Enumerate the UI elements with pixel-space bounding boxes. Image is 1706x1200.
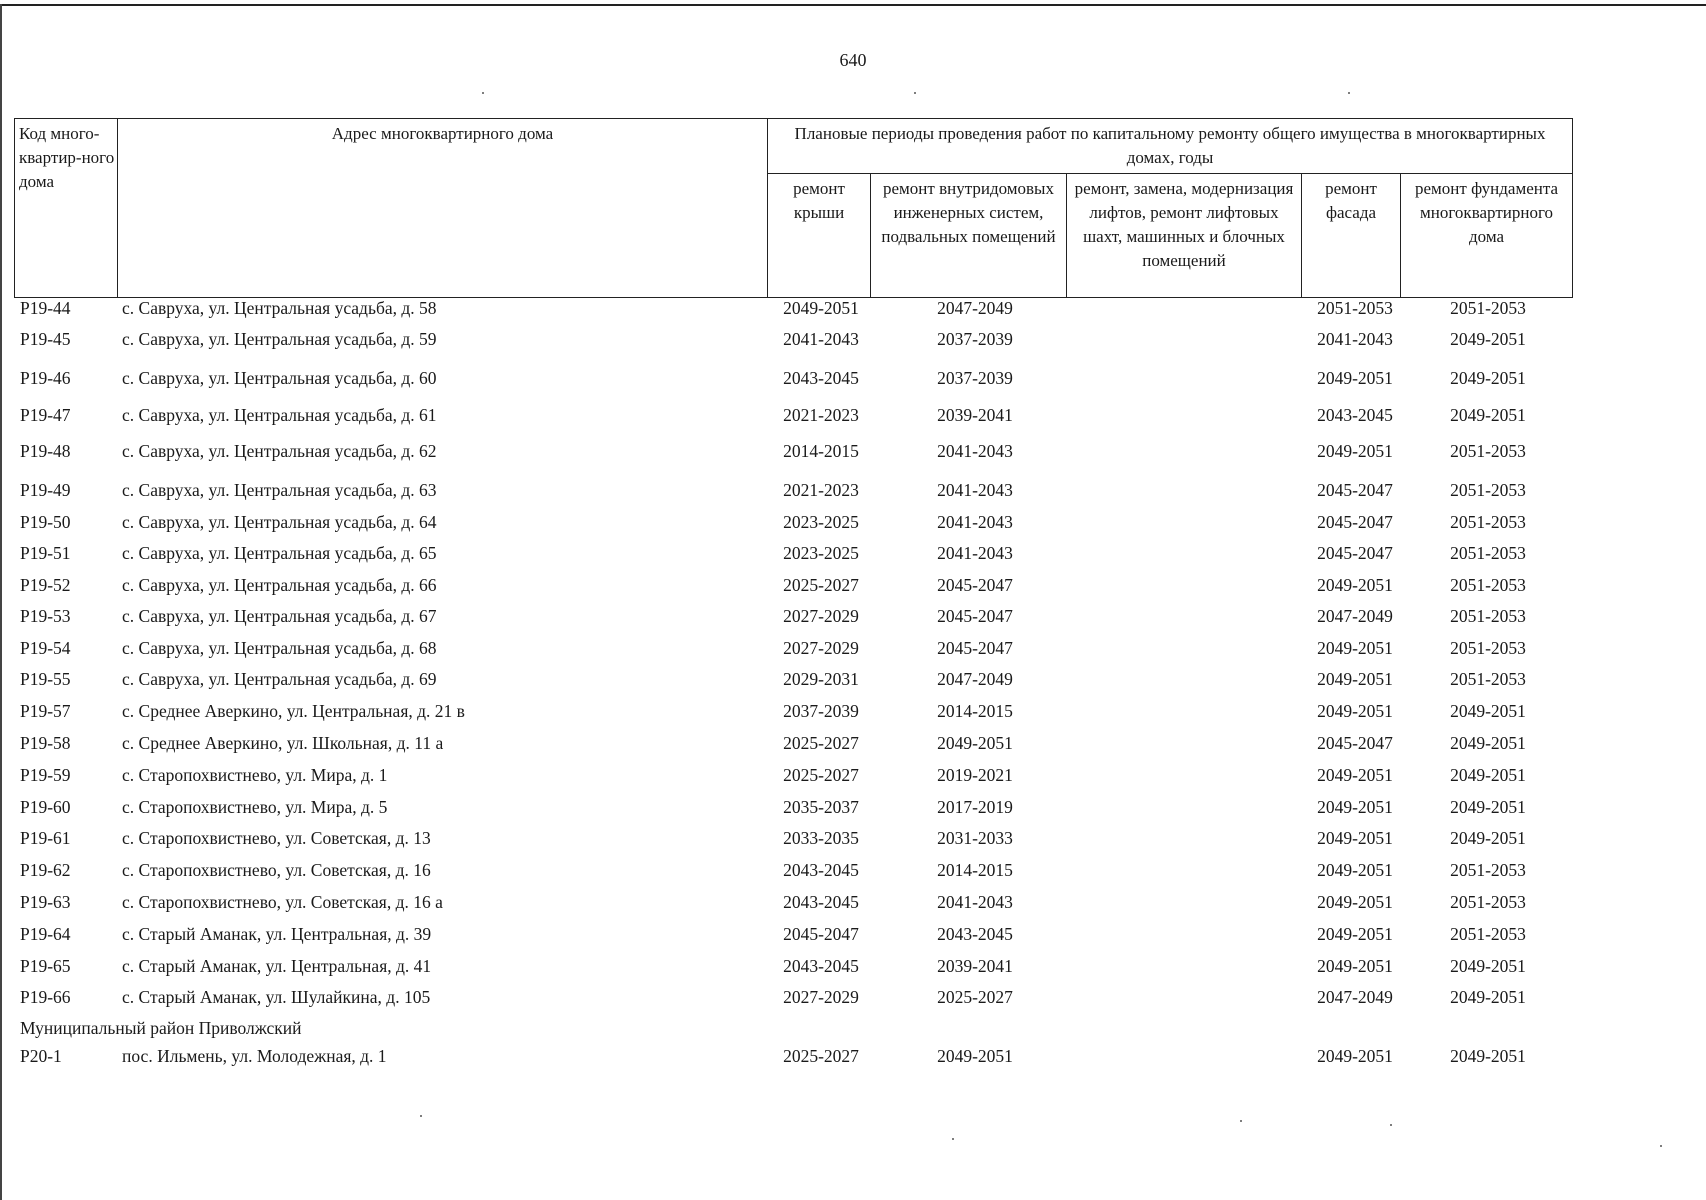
cell-code: Р19-58 xyxy=(20,733,71,753)
cell-roof: 2025-2027 xyxy=(783,733,859,753)
cell-engineering: 2045-2047 xyxy=(937,638,1013,658)
table-row xyxy=(0,826,1706,850)
cell-address: с. Савруха, ул. Центральная усадьба, д. 69 xyxy=(122,669,437,689)
cell-foundation: 2049-2051 xyxy=(1450,797,1526,817)
header-facade: ремонт фасада xyxy=(1302,174,1401,298)
cell-foundation: 2051-2053 xyxy=(1450,543,1526,563)
cell-engineering: 2019-2021 xyxy=(937,765,1013,785)
table-row xyxy=(0,922,1706,946)
cell-address: с. Среднее Аверкино, ул. Школьная, д. 11 а xyxy=(122,733,444,753)
cell-address: с. Савруха, ул. Центральная усадьба, д. 63 xyxy=(122,480,437,500)
cell-code: Р19-55 xyxy=(20,669,71,689)
table-row xyxy=(0,403,1706,427)
cell-facade: 2049-2051 xyxy=(1317,575,1393,595)
cell-facade: 2049-2051 xyxy=(1317,924,1393,944)
district-name: Муниципальный район Приволжский xyxy=(20,1018,302,1038)
cell-code: Р19-62 xyxy=(20,860,71,880)
cell-address: с. Старопохвистнево, ул. Советская, д. 16 xyxy=(122,860,431,880)
cell-address: с. Старопохвистнево, ул. Советская, д. 16 а xyxy=(122,892,443,912)
cell-facade: 2049-2051 xyxy=(1317,441,1393,461)
cell-foundation: 2049-2051 xyxy=(1450,329,1526,349)
cell-engineering: 2045-2047 xyxy=(937,606,1013,626)
cell-roof: 2037-2039 xyxy=(783,701,859,721)
cell-address: с. Савруха, ул. Центральная усадьба, д. 61 xyxy=(122,405,437,425)
scan-speck xyxy=(1348,92,1350,94)
cell-address: с. Савруха, ул. Центральная усадьба, д. 62 xyxy=(122,441,437,461)
cell-code: Р19-53 xyxy=(20,606,71,626)
cell-foundation: 2049-2051 xyxy=(1450,956,1526,976)
cell-code: Р20-1 xyxy=(20,1046,62,1066)
header-foundation: ремонт фундамента многоквартирного дома xyxy=(1401,174,1573,298)
cell-foundation: 2051-2053 xyxy=(1450,669,1526,689)
cell-engineering: 2045-2047 xyxy=(937,575,1013,595)
cell-engineering: 2041-2043 xyxy=(937,892,1013,912)
header-roof: ремонт крыши xyxy=(768,174,871,298)
cell-foundation: 2051-2053 xyxy=(1450,892,1526,912)
scan-speck xyxy=(420,1115,422,1117)
cell-foundation: 2051-2053 xyxy=(1450,512,1526,532)
table-row xyxy=(0,573,1706,597)
cell-foundation: 2051-2053 xyxy=(1450,441,1526,461)
cell-roof: 2023-2025 xyxy=(783,512,859,532)
header-code: Код много-квартир-ного дома xyxy=(15,119,118,298)
cell-roof: 2029-2031 xyxy=(783,669,859,689)
cell-foundation: 2051-2053 xyxy=(1450,480,1526,500)
cell-code: Р19-65 xyxy=(20,956,71,976)
table-row xyxy=(0,439,1706,463)
cell-address: с. Савруха, ул. Центральная усадьба, д. 59 xyxy=(122,329,437,349)
cell-engineering: 2049-2051 xyxy=(937,733,1013,753)
cell-code: Р19-61 xyxy=(20,828,71,848)
cell-address: с. Савруха, ул. Центральная усадьба, д. 66 xyxy=(122,575,437,595)
table-row xyxy=(0,890,1706,914)
header-periods: Плановые периоды проведения работ по капитальному ремонту общего имущества в многоквартирных домах, годы xyxy=(768,119,1573,174)
scan-speck xyxy=(1660,1145,1662,1147)
cell-engineering: 2031-2033 xyxy=(937,828,1013,848)
table-row xyxy=(0,985,1706,1009)
header-address: Адрес многоквартирного дома xyxy=(118,119,768,298)
cell-code: Р19-57 xyxy=(20,701,71,721)
cell-foundation: 2051-2053 xyxy=(1450,924,1526,944)
cell-foundation: 2049-2051 xyxy=(1450,987,1526,1007)
cell-code: Р19-60 xyxy=(20,797,71,817)
scan-speck xyxy=(1240,1120,1242,1122)
table-row xyxy=(0,858,1706,882)
cell-address: с. Старопохвистнево, ул. Мира, д. 5 xyxy=(122,797,388,817)
cell-code: Р19-52 xyxy=(20,575,71,595)
cell-code: Р19-44 xyxy=(20,298,71,318)
cell-code: Р19-45 xyxy=(20,329,71,349)
cell-facade: 2049-2051 xyxy=(1317,669,1393,689)
cell-roof: 2043-2045 xyxy=(783,956,859,976)
cell-engineering: 2041-2043 xyxy=(937,512,1013,532)
cell-roof: 2014-2015 xyxy=(783,441,859,461)
table-row xyxy=(0,636,1706,660)
cell-address: с. Старый Аманак, ул. Шулайкина, д. 105 xyxy=(122,987,431,1007)
cell-roof: 2043-2045 xyxy=(783,860,859,880)
table-row xyxy=(0,795,1706,819)
cell-engineering: 2025-2027 xyxy=(937,987,1013,1007)
cell-roof: 2035-2037 xyxy=(783,797,859,817)
cell-facade: 2049-2051 xyxy=(1317,956,1393,976)
cell-roof: 2023-2025 xyxy=(783,543,859,563)
cell-facade: 2043-2045 xyxy=(1317,405,1393,425)
cell-foundation: 2049-2051 xyxy=(1450,368,1526,388)
cell-address: с. Савруха, ул. Центральная усадьба, д. 64 xyxy=(122,512,437,532)
cell-roof: 2027-2029 xyxy=(783,606,859,626)
page-top-border xyxy=(0,4,1706,6)
cell-address: с. Старопохвистнево, ул. Советская, д. 13 xyxy=(122,828,431,848)
cell-facade: 2041-2043 xyxy=(1317,329,1393,349)
cell-address: с. Савруха, ул. Центральная усадьба, д. 65 xyxy=(122,543,437,563)
cell-facade: 2047-2049 xyxy=(1317,987,1393,1007)
table-row xyxy=(0,366,1706,390)
page-number: 640 xyxy=(839,50,867,70)
cell-address: пос. Ильмень, ул. Молодежная, д. 1 xyxy=(122,1046,387,1066)
cell-facade: 2045-2047 xyxy=(1317,543,1393,563)
table-row xyxy=(0,478,1706,502)
cell-engineering: 2037-2039 xyxy=(937,329,1013,349)
cell-address: с. Савруха, ул. Центральная усадьба, д. 68 xyxy=(122,638,437,658)
cell-facade: 2045-2047 xyxy=(1317,512,1393,532)
cell-engineering: 2037-2039 xyxy=(937,368,1013,388)
cell-address: с. Старопохвистнево, ул. Мира, д. 1 xyxy=(122,765,388,785)
cell-foundation: 2049-2051 xyxy=(1450,405,1526,425)
table-row xyxy=(0,296,1706,320)
cell-foundation: 2051-2053 xyxy=(1450,298,1526,318)
table-row xyxy=(0,731,1706,755)
cell-engineering: 2014-2015 xyxy=(937,860,1013,880)
cell-engineering: 2047-2049 xyxy=(937,669,1013,689)
cell-engineering: 2039-2041 xyxy=(937,405,1013,425)
cell-roof: 2027-2029 xyxy=(783,638,859,658)
table-row xyxy=(0,327,1706,351)
cell-facade: 2051-2053 xyxy=(1317,298,1393,318)
cell-engineering: 2039-2041 xyxy=(937,956,1013,976)
cell-code: Р19-47 xyxy=(20,405,71,425)
cell-foundation: 2049-2051 xyxy=(1450,701,1526,721)
scan-speck xyxy=(482,92,484,94)
table-row xyxy=(0,763,1706,787)
cell-engineering: 2049-2051 xyxy=(937,1046,1013,1066)
cell-foundation: 2051-2053 xyxy=(1450,638,1526,658)
cell-facade: 2049-2051 xyxy=(1317,368,1393,388)
district-heading xyxy=(0,1016,1706,1040)
cell-foundation: 2049-2051 xyxy=(1450,1046,1526,1066)
cell-facade: 2049-2051 xyxy=(1317,701,1393,721)
cell-roof: 2043-2045 xyxy=(783,892,859,912)
cell-facade: 2049-2051 xyxy=(1317,797,1393,817)
cell-engineering: 2017-2019 xyxy=(937,797,1013,817)
cell-roof: 2021-2023 xyxy=(783,480,859,500)
scan-speck xyxy=(1390,1124,1392,1126)
cell-engineering: 2014-2015 xyxy=(937,701,1013,721)
cell-roof: 2025-2027 xyxy=(783,1046,859,1066)
table-row xyxy=(0,699,1706,723)
cell-facade: 2049-2051 xyxy=(1317,892,1393,912)
header-engineering: ремонт внутридомовых инженерных систем, подвальных помещений xyxy=(871,174,1067,298)
cell-engineering: 2047-2049 xyxy=(937,298,1013,318)
cell-roof: 2021-2023 xyxy=(783,405,859,425)
cell-engineering: 2041-2043 xyxy=(937,543,1013,563)
table-row xyxy=(0,541,1706,565)
cell-roof: 2043-2045 xyxy=(783,368,859,388)
cell-address: с. Старый Аманак, ул. Центральная, д. 41 xyxy=(122,956,432,976)
cell-address: с. Старый Аманак, ул. Центральная, д. 39 xyxy=(122,924,432,944)
table-header xyxy=(14,118,1573,298)
cell-address: с. Савруха, ул. Центральная усадьба, д. 60 xyxy=(122,368,437,388)
cell-address: с. Среднее Аверкино, ул. Центральная, д. 21 в xyxy=(122,701,465,721)
cell-roof: 2049-2051 xyxy=(783,298,859,318)
cell-facade: 2047-2049 xyxy=(1317,606,1393,626)
cell-facade: 2045-2047 xyxy=(1317,733,1393,753)
table-row xyxy=(0,1044,1706,1068)
cell-code: Р19-54 xyxy=(20,638,71,658)
cell-engineering: 2043-2045 xyxy=(937,924,1013,944)
cell-facade: 2049-2051 xyxy=(1317,860,1393,880)
cell-code: Р19-66 xyxy=(20,987,71,1007)
cell-facade: 2049-2051 xyxy=(1317,638,1393,658)
cell-engineering: 2041-2043 xyxy=(937,480,1013,500)
cell-code: Р19-48 xyxy=(20,441,71,461)
cell-roof: 2027-2029 xyxy=(783,987,859,1007)
cell-foundation: 2049-2051 xyxy=(1450,733,1526,753)
cell-facade: 2049-2051 xyxy=(1317,765,1393,785)
scan-speck xyxy=(914,92,916,94)
cell-code: Р19-59 xyxy=(20,765,71,785)
table-row xyxy=(0,954,1706,978)
cell-address: с. Савруха, ул. Центральная усадьба, д. 67 xyxy=(122,606,437,626)
cell-foundation: 2049-2051 xyxy=(1450,828,1526,848)
cell-code: Р19-49 xyxy=(20,480,71,500)
cell-roof: 2025-2027 xyxy=(783,765,859,785)
cell-code: Р19-63 xyxy=(20,892,71,912)
cell-code: Р19-46 xyxy=(20,368,71,388)
table-row xyxy=(0,667,1706,691)
table-row xyxy=(0,604,1706,628)
cell-foundation: 2051-2053 xyxy=(1450,575,1526,595)
header-lifts: ремонт, замена, модернизация лифтов, ремонт лифтовых шахт, машинных и блочных помещений xyxy=(1067,174,1302,298)
cell-roof: 2041-2043 xyxy=(783,329,859,349)
cell-address: с. Савруха, ул. Центральная усадьба, д. 58 xyxy=(122,298,437,318)
cell-code: Р19-64 xyxy=(20,924,71,944)
scan-speck xyxy=(952,1138,954,1140)
cell-foundation: 2051-2053 xyxy=(1450,860,1526,880)
table-row xyxy=(0,510,1706,534)
cell-foundation: 2051-2053 xyxy=(1450,606,1526,626)
cell-facade: 2045-2047 xyxy=(1317,480,1393,500)
cell-roof: 2033-2035 xyxy=(783,828,859,848)
cell-code: Р19-50 xyxy=(20,512,71,532)
cell-facade: 2049-2051 xyxy=(1317,1046,1393,1066)
cell-engineering: 2041-2043 xyxy=(937,441,1013,461)
cell-facade: 2049-2051 xyxy=(1317,828,1393,848)
cell-code: Р19-51 xyxy=(20,543,71,563)
cell-roof: 2045-2047 xyxy=(783,924,859,944)
cell-roof: 2025-2027 xyxy=(783,575,859,595)
cell-foundation: 2049-2051 xyxy=(1450,765,1526,785)
